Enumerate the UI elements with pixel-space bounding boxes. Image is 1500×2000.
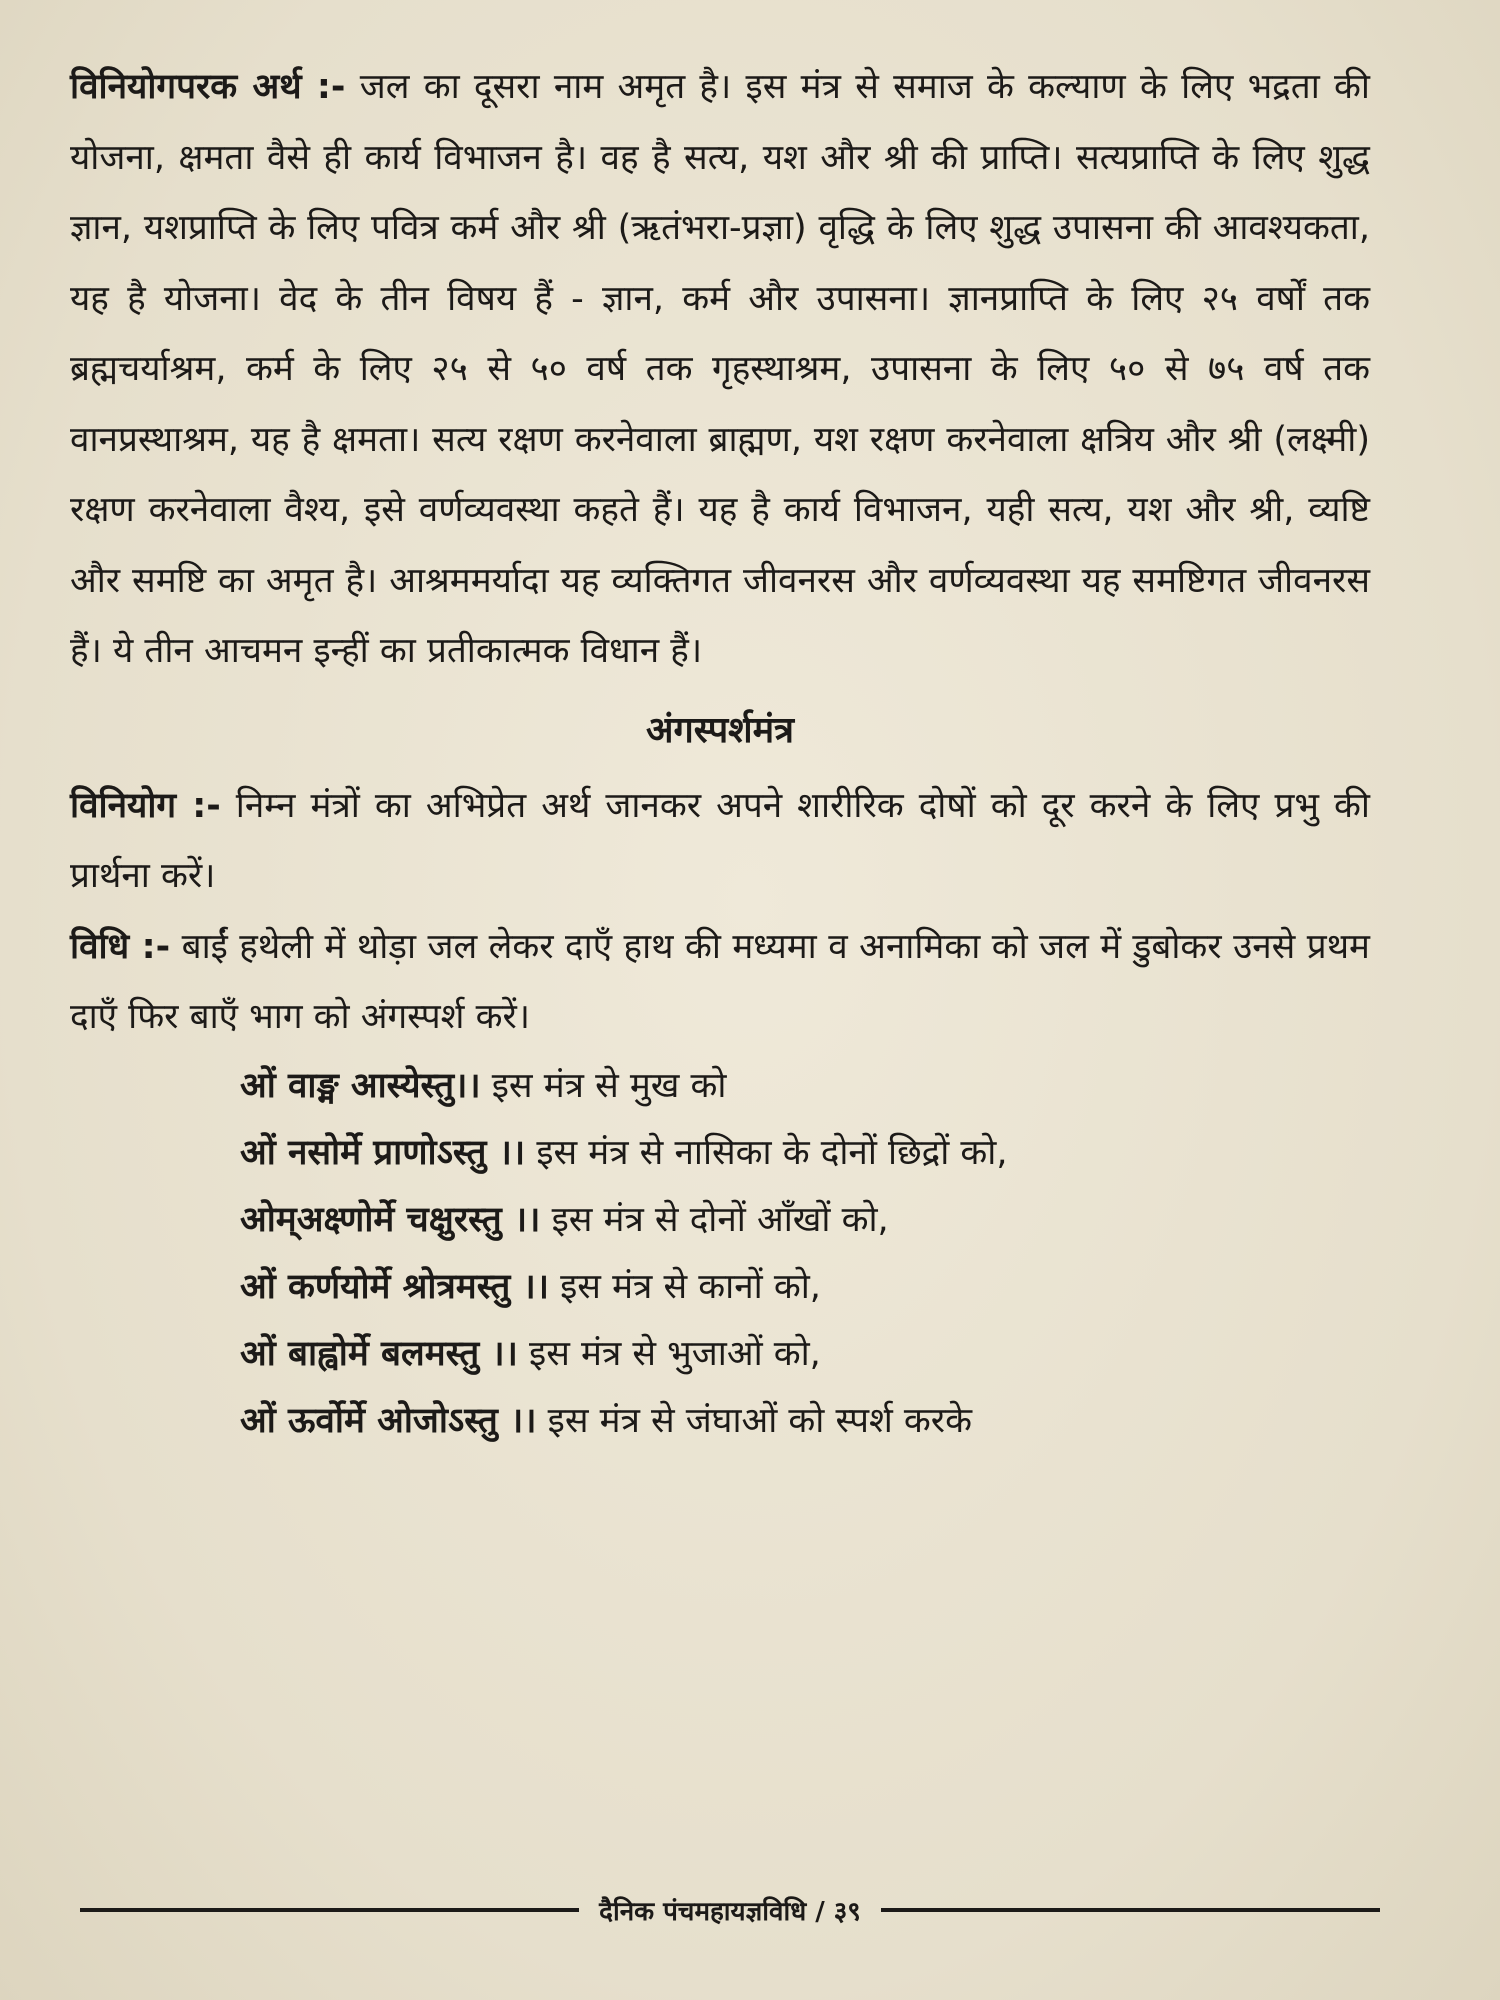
mantra-line: [240, 1053, 1370, 1120]
mantra-meaning: इस मंत्र से मुख को: [480, 1065, 727, 1106]
mantra-line: [240, 1321, 1370, 1388]
mantra-line: [240, 1254, 1370, 1321]
angsparsh-mantra-heading: अंगस्पर्शमंत्र: [645, 709, 795, 751]
mantra-text: ओं बाह्वोर्मे बलमस्तु ।।: [240, 1333, 518, 1374]
mantra-list: [70, 1053, 1370, 1455]
mantra-meaning: इस मंत्र से जंघाओं को स्पर्श करके: [536, 1400, 972, 1441]
mantra-text: ओं वाङ्म आस्येस्तु।।: [240, 1065, 481, 1106]
footer-rule-left: [80, 1908, 579, 1912]
mantra-meaning: इस मंत्र से नासिका के दोनों छिद्रों को,: [525, 1132, 1008, 1173]
page-content: [70, 52, 1370, 1455]
mantra-meaning: इस मंत्र से दोनों आँखों को,: [540, 1199, 889, 1240]
viniyog-label: विनियोग :-: [70, 785, 221, 826]
mantra-text: ओं ऊर्वोर्मे ओजोऽस्तु ।।: [240, 1400, 537, 1441]
viniyogapark-arth-paragraph: [70, 52, 1370, 687]
footer-book-title-page-number: दैनिक पंचमहायज्ञविधि / ३९: [599, 1897, 861, 1927]
mantra-meaning: इस मंत्र से भुजाओं को,: [517, 1333, 821, 1374]
vidhi-text: बाईं हथेली में थोड़ा जल लेकर दाएँ हाथ की मध्यमा व अनामिका को जल में डुबोकर उनसे प्रथम दाएँ फिर बाएँ भाग को अंगस्पर्श करें।: [70, 926, 1370, 1037]
mantra-meaning: इस मंत्र से कानों को,: [549, 1266, 821, 1307]
viniyogapark-arth-text: जल का दूसरा नाम अमृत है। इस मंत्र से समाज के कल्याण के लिए भद्रता की योजना, क्षमता वैसे ही कार्य विभाजन है। वह है सत्य, यश और श्री की प्राप्ति। सत्यप्राप्ति के लिए शुद्ध ज्ञान, यशप्राप्ति के लिए पवित्र कर्म और श्री (ऋतंभरा-प्रज्ञा) वृद्धि के लिए शुद्ध उपासना की आवश्यकता, यह है योजना। वेद के तीन विषय हैं - ज्ञान, कर्म और उपासना। ज्ञानप्राप्ति के लिए २५ वर्षों तक ब्रह्मचर्याश्रम, कर्म के लिए २५ से ५० वर्ष तक गृहस्थाश्रम, उपासना के लिए ५० से ७५ वर्ष तक वानप्रस्थाश्रम, यह है क्षमता। सत्य रक्षण करनेवाला ब्राह्मण, यश रक्षण करनेवाला क्षत्रिय और श्री (लक्ष्मी) रक्षण करनेवाला वैश्य, इसे वर्णव्यवस्था कहते हैं। यह है कार्य विभाजन, यही सत्य, यश और श्री, व्यष्टि और समष्टि का अमृत है। आश्रममर्यादा यह व्यक्तिगत जीवनरस और वर्णव्यवस्था यह समष्टिगत जीवनरस हैं। ये तीन आचमन इन्हीं का प्रतीकात्मक विधान हैं।: [70, 67, 1370, 671]
viniyogapark-arth-label: विनियोगपरक अर्थ :-: [70, 67, 346, 107]
mantra-text: ओं नसोर्मे प्राणोऽस्तु ।।: [240, 1132, 526, 1173]
mantra-line: [240, 1120, 1370, 1187]
viniyog-paragraph: [70, 771, 1370, 912]
page-footer: [80, 1885, 1380, 1935]
mantra-line: [240, 1187, 1370, 1254]
mantra-text: ओम्अक्ष्णोर्मे चक्षुरस्तु ।।: [240, 1199, 541, 1240]
viniyog-text: निम्न मंत्रों का अभिप्रेत अर्थ जानकर अपने शारीरिक दोषों को दूर करने के लिए प्रभु की प्रार्थना करें।: [70, 785, 1370, 896]
vidhi-paragraph: [70, 912, 1370, 1053]
mantra-line: [240, 1388, 1370, 1455]
footer-rule-right: [881, 1908, 1380, 1912]
vidhi-label: विधि :-: [70, 926, 171, 967]
mantra-text: ओं कर्णयोर्मे श्रोत्रमस्तु ।।: [240, 1266, 549, 1307]
